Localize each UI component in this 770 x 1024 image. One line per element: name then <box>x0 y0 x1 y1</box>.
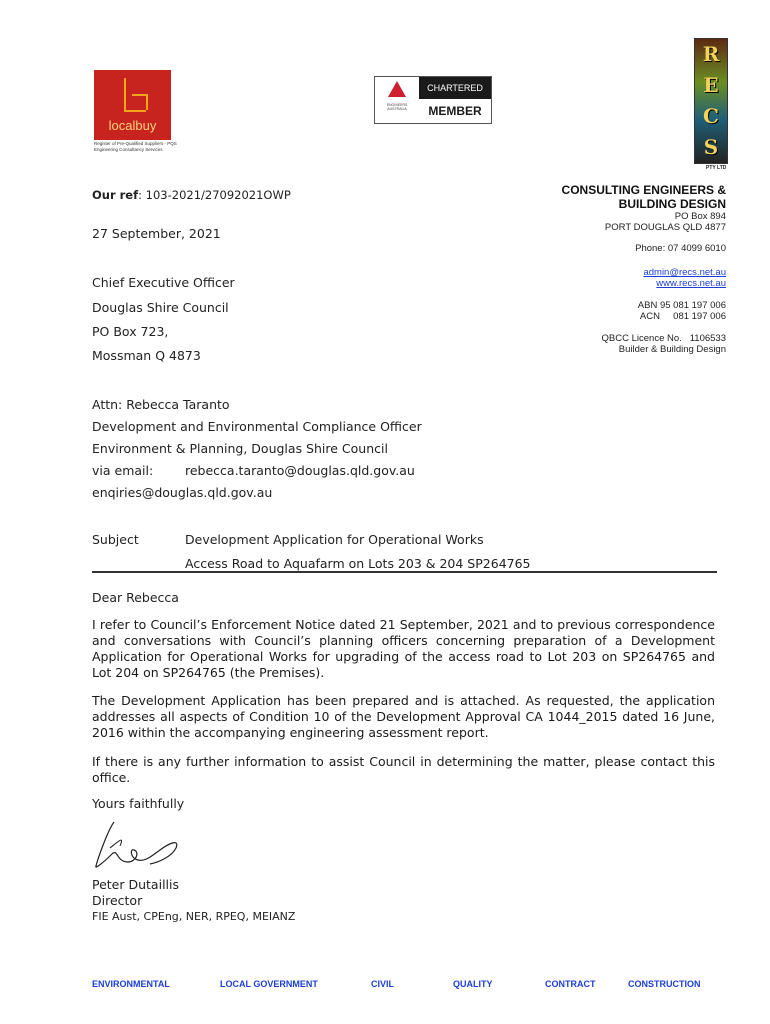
badge-top: CHARTERED <box>419 77 491 99</box>
company-line2: BUILDING DESIGN <box>618 197 726 211</box>
localbuy-glyph-icon <box>124 78 146 112</box>
signer-name: Peter Dutaillis <box>92 877 179 892</box>
engineers-australia-icon <box>388 81 406 97</box>
company-address <box>605 211 726 233</box>
signer-title: Director <box>92 893 143 908</box>
attn-dept: Environment & Planning, Douglas Shire Council <box>92 441 388 456</box>
our-ref-value: : 103-2021/27092021OWP <box>138 188 291 202</box>
subject-label: Subject <box>92 532 139 547</box>
badge-bottom: MEMBER <box>419 99 491 123</box>
company-phone: Phone: 07 4099 6010 <box>635 243 726 254</box>
via-email-label: via email: <box>92 463 154 478</box>
recs-letter: S <box>703 135 719 159</box>
company-abn: ABN 95 081 197 006 <box>637 300 726 311</box>
company-email-link[interactable]: admin@recs.net.au <box>643 267 726 278</box>
footer-item: CONSTRUCTION <box>628 979 701 989</box>
company-builder: Builder & Building Design <box>618 344 726 355</box>
signature-icon <box>90 818 190 872</box>
company-line1: CONSULTING ENGINEERS & <box>561 183 726 197</box>
address-line: PO Box 723, <box>92 324 169 339</box>
signer-credentials: FIE Aust, CPEng, NER, RPEQ, MEIANZ <box>92 910 296 923</box>
company-contact <box>643 267 726 289</box>
badge-org: ENGINEERS AUSTRALIA <box>386 103 408 111</box>
recs-pty: PTY LTD <box>706 165 727 171</box>
subject-line1: Development Application for Operational Works <box>185 532 484 547</box>
subject-divider <box>92 571 717 573</box>
address-line: Douglas Shire Council <box>92 300 229 315</box>
localbuy-word: localbuy <box>108 118 157 133</box>
localbuy-subtitle: Register of Pre-Qualified Suppliers - PQS Engineering Consultancy Services <box>94 141 177 152</box>
address-line: Chief Executive Officer <box>92 275 235 290</box>
attn-title: Development and Environmental Compliance Officer <box>92 419 422 434</box>
via-email-address[interactable]: rebecca.taranto@douglas.qld.gov.au <box>185 463 415 478</box>
company-licence <box>602 333 726 355</box>
company-qbcc: QBCC Licence No. 1106533 <box>601 333 726 344</box>
recs-letter: E <box>703 73 719 97</box>
footer-item: CONTRACT <box>545 979 596 989</box>
company-registration <box>638 300 726 322</box>
body-paragraph-2: The Development Application has been prepared and is attached. As requested, the application addresses all aspects of Condition 10 of the Development Approval CA 1044_2015 dated 16 June, 2016 within the accompanying engineering assessment report. <box>92 693 715 740</box>
company-town: PORT DOUGLAS QLD 4877 <box>604 222 726 233</box>
body-paragraph-1: I refer to Council’s Enforcement Notice dated 21 September, 2021 and to previous correspondence and conversations with Council’s planning officers concerning preparation of a Development Application for Operational Works for upgrading of the access road to Lot 203 on SP264765 and Lot 204 on SP264765 (the Premises). <box>92 617 715 680</box>
company-acn: ACN 081 197 006 <box>639 311 726 322</box>
footer-item: LOCAL GOVERNMENT <box>220 979 318 989</box>
footer-item: QUALITY <box>453 979 493 989</box>
company-web-link[interactable]: www.recs.net.au <box>656 278 726 289</box>
chartered-member-badge <box>374 76 492 124</box>
address-line: Mossman Q 4873 <box>92 348 201 363</box>
recs-logo <box>694 38 728 164</box>
localbuy-logo <box>94 70 171 140</box>
company-heading <box>562 183 726 211</box>
our-ref-label: Our ref <box>92 188 139 202</box>
footer-item: ENVIRONMENTAL <box>92 979 170 989</box>
subject-line2: Access Road to Aquafarm on Lots 203 & 204 SP264765 <box>185 556 531 571</box>
footer-item: CIVIL <box>371 979 395 989</box>
letter-date: 27 September, 2021 <box>92 226 221 241</box>
body-paragraph-3: If there is any further information to assist Council in determining the matter, please contact this office. <box>92 754 715 785</box>
recs-letter: R <box>702 42 720 66</box>
attn-line: Attn: Rebecca Taranto <box>92 397 230 412</box>
recs-letter: C <box>703 104 719 128</box>
closing: Yours faithfully <box>92 796 185 811</box>
salutation: Dear Rebecca <box>92 590 179 605</box>
company-po-box: PO Box 894 <box>674 211 726 222</box>
our-ref <box>92 188 291 202</box>
enquiries-email[interactable]: enqiries@douglas.qld.gov.au <box>92 485 273 500</box>
